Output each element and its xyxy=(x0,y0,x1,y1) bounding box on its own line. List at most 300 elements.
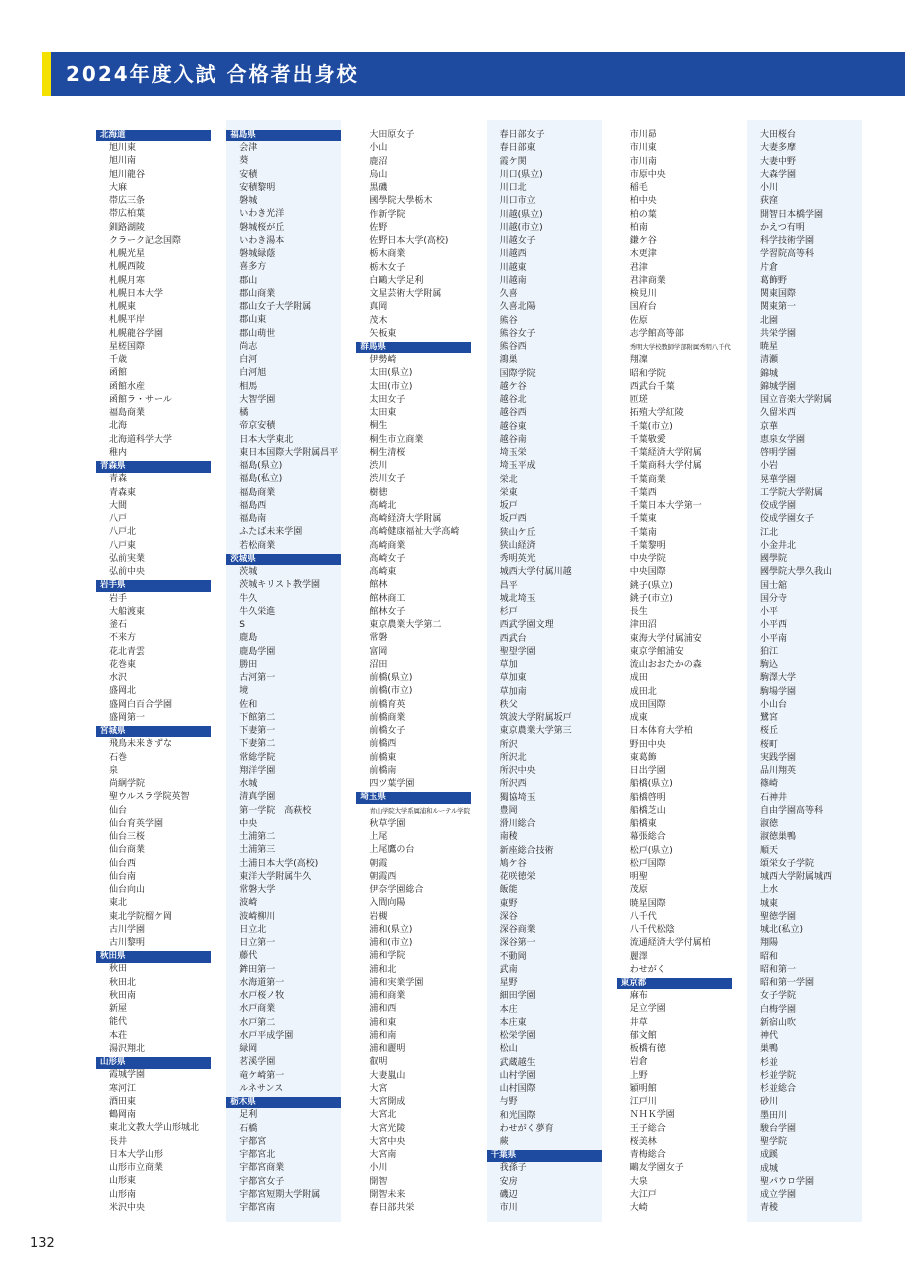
school-name: 昭和 xyxy=(760,951,779,962)
school-name: 昌平 xyxy=(499,580,518,591)
school-name: 桐生 xyxy=(369,421,388,432)
school-name: 鶴岡南 xyxy=(109,1110,137,1121)
school-name: 能代 xyxy=(109,1017,128,1028)
school-name: 大宮 xyxy=(369,1083,388,1094)
school-name: 草加 xyxy=(499,660,518,670)
school-name: 砂川 xyxy=(760,1097,779,1108)
school-name: 帝京安積 xyxy=(239,421,276,432)
school-name: 前橋(市立) xyxy=(369,686,413,697)
school-name: 札幌西陵 xyxy=(109,262,146,273)
school-name: 千葉商業 xyxy=(629,474,666,485)
school-name: 山形南 xyxy=(109,1189,137,1200)
school-name: 寒河江 xyxy=(109,1083,137,1094)
school-name: 深谷 xyxy=(499,911,518,922)
school-name: 札幌月寒 xyxy=(109,275,146,286)
school-name: 尚絅学院 xyxy=(109,779,146,789)
school-name: 浦和学院 xyxy=(369,951,406,962)
school-name: 川口北 xyxy=(499,183,527,193)
school-name: 本荘 xyxy=(109,1030,128,1041)
school-name: 東北学院榴ケ岡 xyxy=(109,911,173,922)
school-name: 千葉西 xyxy=(629,487,657,498)
school-name: 高崎健康福祉大学高崎 xyxy=(369,527,460,538)
school-name: 新座総合技術 xyxy=(499,845,554,856)
school-name: 江北 xyxy=(760,527,779,538)
school-name: 滑川総合 xyxy=(499,819,536,829)
school-name: 東京農業大学第二 xyxy=(369,620,442,631)
school-name: 佼成学園女子 xyxy=(760,514,815,525)
school-name: 和光国際 xyxy=(499,1110,536,1121)
school-name: 本庄東 xyxy=(499,1017,527,1028)
school-name: 鳩ケ谷 xyxy=(499,858,527,869)
school-name: 東京学館浦安 xyxy=(629,646,684,657)
school-name: 土浦第二 xyxy=(239,832,276,843)
school-name: 古河第一 xyxy=(239,673,276,684)
school-name: 狭山ケ丘 xyxy=(499,527,536,538)
school-name: 佐和 xyxy=(239,699,258,710)
school-name: 水戸平成学園 xyxy=(239,1030,294,1041)
school-name: 市原中央 xyxy=(629,169,666,180)
school-name: 狛江 xyxy=(760,646,779,657)
school-name: 葵 xyxy=(239,156,249,167)
school-name: 錦城 xyxy=(760,368,779,379)
school-name: 宇都宮北 xyxy=(239,1150,276,1161)
school-name: 京華 xyxy=(760,421,779,432)
school-name: 常磐 xyxy=(369,633,388,644)
prefecture-heading: 秋田県 xyxy=(96,951,211,963)
school-name: 船橋(県立) xyxy=(629,779,673,790)
school-name: 花咲徳栄 xyxy=(499,872,536,882)
school-name: 工学院大学附属 xyxy=(760,487,824,498)
school-name: 前橋西 xyxy=(369,739,397,750)
school-name: 磯辺 xyxy=(499,1189,518,1200)
school-name: 仙台商業 xyxy=(109,845,146,856)
school-name: 浦和東 xyxy=(369,1017,397,1028)
school-name: 大宮開成 xyxy=(369,1097,406,1108)
school-name: 市川昴 xyxy=(629,130,657,140)
school-name: 浦和麗明 xyxy=(369,1044,406,1055)
prefecture-heading: 福島県 xyxy=(226,130,341,142)
school-name: 安積黎明 xyxy=(239,182,276,193)
school-name: 武南 xyxy=(499,964,518,975)
school-name: 山形市立商業 xyxy=(109,1163,164,1174)
school-name: 墨田川 xyxy=(760,1110,788,1121)
school-name: 星槎国際 xyxy=(109,341,146,352)
school-name: 福島西 xyxy=(239,500,267,511)
school-name: クラーク記念国際 xyxy=(109,235,182,246)
school-name: 伊勢崎 xyxy=(369,355,397,366)
school-name: 水城 xyxy=(239,779,258,790)
school-name: 土浦日本大学(高校) xyxy=(239,858,319,869)
school-name: 神代 xyxy=(760,1031,779,1041)
school-name: 錦城学園 xyxy=(760,381,797,392)
school-name: 川越(市立) xyxy=(499,222,543,233)
prefecture-heading: 茨城県 xyxy=(226,554,341,566)
school-name: 釧路湖陵 xyxy=(109,222,146,233)
school-name: 江戸川 xyxy=(629,1097,657,1108)
school-name: 叡明 xyxy=(369,1057,388,1068)
school-name: 函館水産 xyxy=(109,381,146,392)
page-number: 132 xyxy=(30,1236,55,1251)
school-name: 文星芸術大学附属 xyxy=(369,289,442,299)
school-name: 学習院高等科 xyxy=(760,249,815,260)
school-name: 鉾田第一 xyxy=(239,964,276,975)
school-name: 大宮南 xyxy=(369,1150,397,1161)
school-name: 函館 xyxy=(109,368,128,379)
school-name: 仙台西 xyxy=(109,858,137,869)
school-name: 獨協埼玉 xyxy=(499,792,536,803)
school-name: 西武台 xyxy=(499,633,527,644)
school-name: 国士舘 xyxy=(760,580,788,591)
school-name: 越谷西 xyxy=(499,408,527,419)
school-name: 清真学園 xyxy=(239,792,276,803)
school-column-4 xyxy=(487,120,602,1222)
school-name: 烏山 xyxy=(369,169,388,180)
school-name: 川越女子 xyxy=(499,236,536,246)
school-name: 北海 xyxy=(109,421,128,432)
school-name: 暁星 xyxy=(760,342,779,352)
school-name: 筑波大学附属坂戸 xyxy=(499,713,572,723)
school-name: 麗澤 xyxy=(629,951,648,962)
school-name: 緑岡 xyxy=(239,1044,258,1055)
school-name: 宇都宮女子 xyxy=(239,1176,285,1187)
school-name: 高崎東 xyxy=(369,567,397,578)
school-name: 春日部共栄 xyxy=(369,1203,415,1214)
school-name: 磐城 xyxy=(239,196,258,207)
school-name: 作新学院 xyxy=(369,209,406,220)
school-name: 西武学園文理 xyxy=(499,620,554,631)
school-name: 久喜 xyxy=(499,289,518,299)
school-name: 太田(県立) xyxy=(369,368,413,379)
school-name: 土浦第三 xyxy=(239,845,276,856)
school-name: 前橋育英 xyxy=(369,699,406,710)
school-name: 駒場学園 xyxy=(760,686,797,697)
school-name: 佐野 xyxy=(369,222,388,233)
school-name: 高崎北 xyxy=(369,500,397,511)
school-name: 松山 xyxy=(499,1044,518,1055)
school-name: 仙台三桜 xyxy=(109,832,146,842)
school-name: 茨城キリスト教学園 xyxy=(239,580,321,591)
school-name: 聖パウロ学園 xyxy=(760,1176,815,1187)
school-name: 館林女子 xyxy=(369,606,406,617)
school-name: 本庄 xyxy=(499,1004,518,1015)
school-name: 郡山 xyxy=(239,275,258,286)
school-name: 船橋芝山 xyxy=(629,805,666,816)
school-name: 板橋有徳 xyxy=(629,1044,666,1055)
school-name: 富岡 xyxy=(369,646,388,657)
school-name: 仙台育英学園 xyxy=(109,818,164,829)
school-name: 若松商業 xyxy=(239,540,276,551)
school-name: 福島商業 xyxy=(109,408,146,419)
school-name: 青森東 xyxy=(109,487,137,498)
school-name: 花巻東 xyxy=(109,659,137,670)
school-name: 岩槻 xyxy=(369,911,388,922)
school-name: 浦和(県立) xyxy=(369,924,413,935)
school-name: 小岩 xyxy=(760,461,779,472)
school-name: 樹徳 xyxy=(369,487,388,498)
school-name: 翔凜 xyxy=(629,355,648,366)
school-name: 四ツ葉学園 xyxy=(369,779,415,790)
school-name: 開智日本橋学園 xyxy=(760,209,824,220)
school-name: 柏南 xyxy=(629,222,648,233)
school-name: 清瀬 xyxy=(760,355,779,366)
school-name: 翔洋学園 xyxy=(239,765,276,776)
prefecture-heading: 栃木県 xyxy=(226,1097,341,1109)
prefecture-heading: 東京都 xyxy=(617,978,732,990)
school-name: 秩父 xyxy=(499,699,518,710)
school-name: 喜多方 xyxy=(239,262,267,273)
school-name: 杉戸 xyxy=(499,607,518,617)
school-name: 霞城学園 xyxy=(109,1070,146,1081)
school-name: 大田原女子 xyxy=(369,130,415,140)
school-name: 八戸北 xyxy=(109,527,137,538)
school-name: 牛久 xyxy=(239,593,258,604)
school-name: 川越西 xyxy=(499,249,527,260)
school-name: 熊谷 xyxy=(499,315,518,326)
school-name: 東北 xyxy=(109,898,128,909)
school-name: 國學院 xyxy=(760,554,788,564)
school-name: 桐生清桜 xyxy=(369,447,406,458)
school-name: 所沢西 xyxy=(499,779,527,790)
prefecture-heading: 千葉県 xyxy=(487,1150,602,1162)
school-name: 太田東 xyxy=(369,408,397,419)
school-name: 深谷第一 xyxy=(499,938,536,949)
school-name: 小川 xyxy=(369,1163,388,1174)
school-name: 杉並学院 xyxy=(760,1070,797,1081)
school-name: 福島(県立) xyxy=(239,461,283,472)
school-name: 鎌ケ谷 xyxy=(629,236,657,246)
school-name: 盛岡白百合学園 xyxy=(109,699,173,710)
school-name: 小川 xyxy=(760,183,779,193)
school-name: 盛岡第一 xyxy=(109,712,146,723)
school-name: 鷗友学園女子 xyxy=(629,1163,684,1174)
school-name: 帯広柏葉 xyxy=(109,209,146,220)
school-name: 足立学園 xyxy=(629,1004,666,1015)
school-name: 不動岡 xyxy=(499,951,527,962)
school-name: 桜町 xyxy=(760,739,779,750)
school-name: 石橋 xyxy=(239,1123,258,1134)
school-name: 水沢 xyxy=(109,673,128,684)
school-name: 白鷗大学足利 xyxy=(369,275,424,286)
school-name: 大船渡東 xyxy=(109,606,146,617)
prefecture-heading: 北海道 xyxy=(96,130,211,142)
school-name: 志学館高等部 xyxy=(629,328,684,339)
school-name: 日立第一 xyxy=(239,938,276,949)
school-name: 越谷東 xyxy=(499,421,527,432)
school-name: 城北埼玉 xyxy=(499,593,536,604)
school-name: 市川東 xyxy=(629,143,657,154)
school-name: 安房 xyxy=(499,1176,518,1187)
school-name: 秋草学園 xyxy=(369,818,406,829)
school-column-3 xyxy=(356,120,471,1222)
school-name: 入間向陽 xyxy=(369,898,406,909)
school-name: 仙台南 xyxy=(109,871,137,882)
school-name: 巣鴨 xyxy=(760,1044,779,1055)
school-name: 浦和北 xyxy=(369,964,397,975)
school-name: ふたば未来学園 xyxy=(239,527,303,538)
school-name: 小山 xyxy=(369,143,388,154)
school-name: 流山おおたかの森 xyxy=(629,660,702,670)
school-name: 茗溪学園 xyxy=(239,1057,276,1068)
school-name: 熊谷女子 xyxy=(499,328,536,339)
school-name: 久留米西 xyxy=(760,408,797,419)
school-name: 流通経済大学付属柏 xyxy=(629,938,711,949)
school-name: 聖徳学園 xyxy=(760,911,797,922)
school-name: 水戸第二 xyxy=(239,1017,276,1028)
school-name: 釜石 xyxy=(109,620,128,631)
school-name: 太田(市立) xyxy=(369,381,413,392)
school-name: 草加東 xyxy=(499,673,527,684)
school-name: 共栄学園 xyxy=(760,328,797,339)
school-name: 市川南 xyxy=(629,156,657,167)
school-name: 武蔵越生 xyxy=(499,1057,536,1068)
school-name: 鹿沼 xyxy=(369,156,388,167)
school-name: 中央 xyxy=(239,818,258,829)
school-name: 成城 xyxy=(760,1163,779,1174)
school-name: 王子総合 xyxy=(629,1123,666,1134)
school-name: 前橋商業 xyxy=(369,712,406,723)
school-name: 國學院大學栃木 xyxy=(369,196,433,207)
school-name: 波崎柳川 xyxy=(239,911,276,922)
school-name: 山形東 xyxy=(109,1176,137,1187)
school-name: 宇都宮短期大学附属 xyxy=(239,1189,321,1200)
school-name: 星野 xyxy=(499,978,518,988)
school-name: 岩倉 xyxy=(629,1057,648,1068)
school-name: 翔陽 xyxy=(760,938,779,949)
school-name: 城西大学附属城西 xyxy=(760,872,833,882)
school-name: 八千代松陰 xyxy=(629,925,675,935)
school-name: 尚志 xyxy=(239,341,258,352)
school-name: 福島商業 xyxy=(239,487,276,498)
school-name: 千葉東 xyxy=(629,514,657,525)
school-name: 相馬 xyxy=(239,381,258,392)
school-name: 聖望学園 xyxy=(499,646,536,657)
school-name: 北園 xyxy=(760,315,779,326)
school-name: 関東国際 xyxy=(760,289,797,299)
school-list-columns xyxy=(96,120,862,1222)
school-name: 渋川 xyxy=(369,461,388,472)
school-name: 柏の葉 xyxy=(629,209,657,220)
school-name: 千葉日本大学第一 xyxy=(629,501,702,511)
school-name: 茂原 xyxy=(629,885,648,896)
school-name: 国府台 xyxy=(629,302,657,313)
school-name: 茨城 xyxy=(239,567,258,578)
school-name: 千葉経済大学附属 xyxy=(629,448,702,458)
school-name: 川越(県立) xyxy=(499,209,543,220)
school-name: 酒田東 xyxy=(109,1096,137,1107)
school-name: 荻窪 xyxy=(760,196,779,207)
school-name: 青森 xyxy=(109,474,128,485)
school-name: 白河 xyxy=(239,355,258,366)
school-name: 東北文教大学山形城北 xyxy=(109,1123,200,1134)
school-name: 鹿島学園 xyxy=(239,646,276,657)
school-name: 晃華学園 xyxy=(760,474,797,485)
school-name: 足利 xyxy=(239,1110,258,1121)
school-name: 麻布 xyxy=(629,991,648,1002)
school-name: 札幌龍谷学園 xyxy=(109,328,164,339)
school-name: 國學院大學久我山 xyxy=(760,567,833,578)
school-name: 銚子(市立) xyxy=(629,593,673,604)
school-name: 八戸東 xyxy=(109,540,137,551)
school-name: 会津 xyxy=(239,143,258,154)
school-name: 越ケ谷 xyxy=(499,381,527,392)
school-name: 暁星国際 xyxy=(629,898,666,909)
school-name: かえつ有明 xyxy=(760,222,805,233)
school-name: 大妻中野 xyxy=(760,156,797,167)
school-name: 旭川東 xyxy=(109,143,137,154)
prefecture-heading: 山形県 xyxy=(96,1057,211,1069)
school-name: 熊谷西 xyxy=(499,342,527,352)
school-name: 昭和学院 xyxy=(629,368,666,379)
school-column-1 xyxy=(96,120,211,1222)
school-name: 成田国際 xyxy=(629,699,666,710)
school-name: 旭川南 xyxy=(109,156,137,167)
school-name: 宇都宮 xyxy=(239,1136,267,1147)
school-name: 飛鳥未来きずな xyxy=(109,739,173,750)
school-name: 秀明大学校教師学部附属秀明八千代 xyxy=(629,343,731,351)
school-name: 大智学園 xyxy=(239,394,276,405)
school-name: 第一学院 高萩校 xyxy=(239,805,312,816)
school-name: 朝霞西 xyxy=(369,871,397,882)
school-name: 南稜 xyxy=(499,832,518,843)
school-name: 草加南 xyxy=(499,686,527,697)
school-name: 市川 xyxy=(499,1203,518,1214)
school-name: 栃木商業 xyxy=(369,249,406,260)
school-name: 郁文館 xyxy=(629,1030,657,1041)
school-name: 高崎経済大学附属 xyxy=(369,514,442,525)
school-name: 越谷北 xyxy=(499,395,527,405)
school-name: 大麻 xyxy=(109,182,128,193)
school-name: 品川翔英 xyxy=(760,766,797,776)
section-header xyxy=(42,52,905,96)
school-name: 佐野日本大学(高校) xyxy=(369,236,449,246)
school-name: 古川学園 xyxy=(109,924,146,935)
school-name: 成東 xyxy=(629,713,648,723)
school-name: 藤代 xyxy=(239,951,258,962)
school-name: 我孫子 xyxy=(499,1163,527,1174)
school-name: 大宮北 xyxy=(369,1110,397,1121)
school-name: 栃木女子 xyxy=(369,262,406,273)
school-name: 下妻第二 xyxy=(239,739,276,750)
school-name: S xyxy=(239,620,245,631)
school-name: 前橋女子 xyxy=(369,726,406,737)
school-name: 蕨 xyxy=(499,1137,509,1147)
school-name: 長生 xyxy=(629,607,648,617)
school-name: 駒込 xyxy=(760,660,779,670)
school-name: 東日本国際大学附属昌平 xyxy=(239,447,339,458)
header-accent-bar xyxy=(42,52,51,96)
school-name: 磐城桜が丘 xyxy=(239,222,285,233)
school-name: 淑徳巣鴨 xyxy=(760,832,797,843)
school-name: 白河旭 xyxy=(239,368,267,379)
school-name: 君津商業 xyxy=(629,275,666,286)
school-name: 東海大学付属浦安 xyxy=(629,633,702,644)
school-name: 八戸 xyxy=(109,514,128,525)
school-name: 豊岡 xyxy=(499,805,518,816)
school-name: 城西大学付属川越 xyxy=(499,567,572,578)
school-name: 中央学院 xyxy=(629,554,666,564)
school-name: 千葉敬愛 xyxy=(629,434,666,445)
school-name: 深谷商業 xyxy=(499,925,536,935)
school-name: 川越東 xyxy=(499,262,527,273)
school-name: 水戸商業 xyxy=(239,1004,276,1015)
school-name: 太田女子 xyxy=(369,394,406,405)
school-name: 所沢 xyxy=(499,739,518,750)
school-name: 松栄学園 xyxy=(499,1031,536,1041)
school-name: 女子学院 xyxy=(760,991,797,1002)
school-name: 狭山経済 xyxy=(499,540,536,551)
prefecture-heading: 岩手県 xyxy=(96,580,211,592)
school-name: 稚内 xyxy=(109,447,128,458)
